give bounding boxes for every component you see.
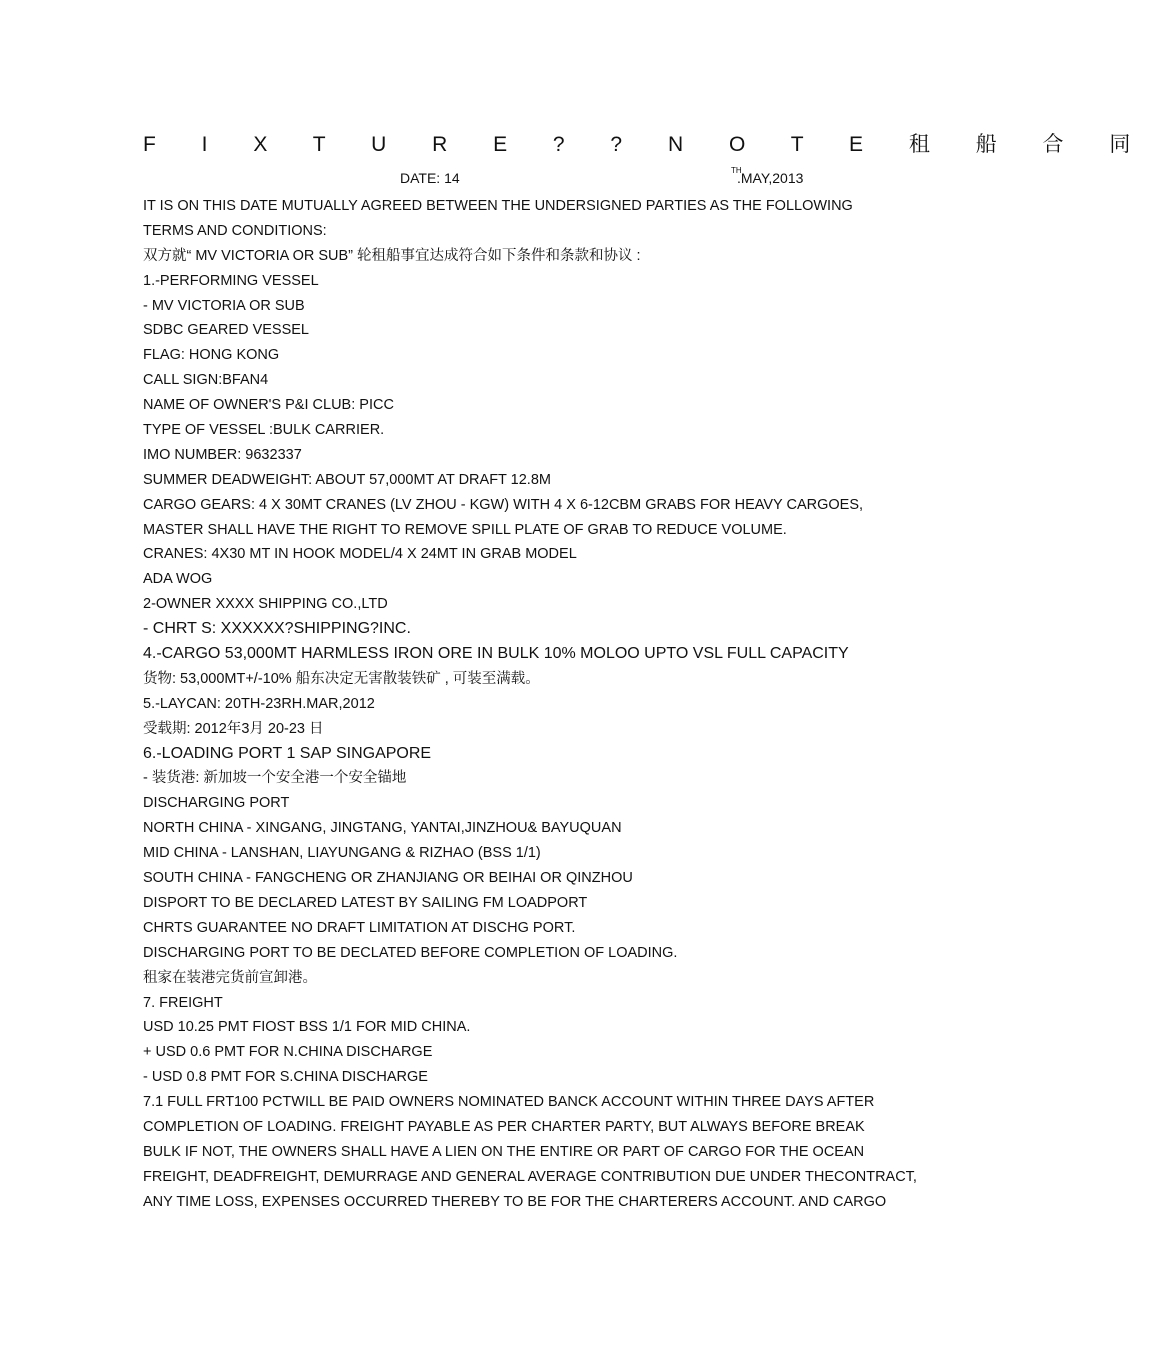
text-line: 2-OWNER XXXX SHIPPING CO.,LTD <box>143 596 388 613</box>
text-line: 7. FREIGHT <box>143 994 223 1011</box>
text-line: DISCHARGING PORT TO BE DECLATED BEFORE COMPLETION OF LOADING. <box>143 944 678 961</box>
text-line: CALL SIGN:BFAN4 <box>143 372 269 389</box>
text-line: BULK IF NOT, THE OWNERS SHALL HAVE A LIEN ON THE ENTIRE OR PART OF CARGO FOR THE OCEAN <box>143 1143 865 1160</box>
text-line: 1.-PERFORMING VESSEL <box>143 272 319 289</box>
text-line: MID CHINA - LANSHAN, LIAYUNGANG & RIZHAO (BSS 1/1) <box>143 845 541 862</box>
text-line: MASTER SHALL HAVE THE RIGHT TO REMOVE SPILL PLATE OF GRAB TO REDUCE VOLUME. <box>143 521 787 538</box>
text-line: DISCHARGING PORT <box>143 795 290 812</box>
text-line: 7.1 FULL FRT100 PCTWILL BE PAID OWNERS NOMINATED BANCK ACCOUNT WITHIN THREE DAYS AFTER <box>143 1094 875 1111</box>
text-line: 5.-LAYCAN: 20TH-23RH.MAR,2012 <box>143 695 375 712</box>
text-line: ADA WOG <box>143 571 213 588</box>
text-line: + USD 0.6 PMT FOR N.CHINA DISCHARGE <box>143 1044 433 1061</box>
text-line: TERMS AND CONDITIONS: <box>143 222 327 239</box>
text-line: 租家在装港完货前宣卸港。 <box>143 969 317 986</box>
text-line: - USD 0.8 PMT FOR S.CHINA DISCHARGE <box>143 1069 428 1086</box>
text-line: NORTH CHINA - XINGANG, JINGTANG, YANTAI,JINZHOU& BAYUQUAN <box>143 820 622 837</box>
text-line: CRANES: 4X30 MT IN HOOK MODEL/4 X 24MT IN GRAB MODEL <box>143 546 577 563</box>
text-line: SDBC GEARED VESSEL <box>143 322 309 339</box>
text-line: SUMMER DEADWEIGHT: ABOUT 57,000MT AT DRAFT 12.8M <box>143 471 551 488</box>
date-month-year: .MAY,2013 <box>737 170 804 186</box>
text-line: FREIGHT, DEADFREIGHT, DEMURRAGE AND GENERAL AVERAGE CONTRIBUTION DUE UNDER THECONTRACT, <box>143 1168 917 1185</box>
text-line: USD 10.25 PMT FIOST BSS 1/1 FOR MID CHINA. <box>143 1019 471 1036</box>
text-line: 6.-LOADING PORT 1 SAP SINGAPORE <box>143 744 432 762</box>
text-line: 受载期: 2012年3月 20-23 日 <box>143 720 324 737</box>
text-line: - MV VICTORIA OR SUB <box>143 297 305 314</box>
text-line: - CHRT S: XXXXXX?SHIPPING?INC. <box>143 620 411 638</box>
date-label: DATE: 14 <box>400 170 460 186</box>
text-line: TYPE OF VESSEL :BULK CARRIER. <box>143 422 385 439</box>
text-line: NAME OF OWNER'S P&I CLUB: PICC <box>143 397 394 414</box>
text-line: 4.-CARGO 53,000MT HARMLESS IRON ORE IN BULK 10% MOLOO UPTO VSL FULL CAPACITY <box>143 645 849 663</box>
text-line: SOUTH CHINA - FANGCHENG OR ZHANJIANG OR BEIHAI OR QINZHOU <box>143 870 633 887</box>
document-title: F I X T U R E ? ? N O T E 租 船 合 同 <box>143 133 1150 156</box>
text-line: DISPORT TO BE DECLARED LATEST BY SAILING FM LOADPORT <box>143 894 588 911</box>
text-line: ANY TIME LOSS, EXPENSES OCCURRED THEREBY TO BE FOR THE CHARTERERS ACCOUNT. AND CARGO <box>143 1193 887 1210</box>
date-superscript: TH <box>731 166 742 175</box>
text-line: 双方就“ MV VICTORIA OR SUB” 轮租船事宜达成符合如下条件和条款和协议 : <box>143 247 641 264</box>
text-line: CARGO GEARS: 4 X 30MT CRANES (LV ZHOU - KGW) WITH 4 X 6-12CBM GRABS FOR HEAVY CARGOES, <box>143 496 864 513</box>
document-body <box>143 194 943 1215</box>
text-line: - 装货港: 新加坡一个安全港一个安全锚地 <box>143 770 407 787</box>
text-line: IMO NUMBER: 9632337 <box>143 446 302 463</box>
text-line: CHRTS GUARANTEE NO DRAFT LIMITATION AT DISCHG PORT. <box>143 919 576 936</box>
text-line: IT IS ON THIS DATE MUTUALLY AGREED BETWEEN THE UNDERSIGNED PARTIES AS THE FOLLOWING <box>143 198 853 214</box>
text-line: FLAG: HONG KONG <box>143 347 280 364</box>
text-line: 货物: 53,000MT+/-10% 船东决定无害散装铁矿 , 可装至满载。 <box>143 670 540 687</box>
text-line: COMPLETION OF LOADING. FREIGHT PAYABLE AS PER CHARTER PARTY, BUT ALWAYS BEFORE BREAK <box>143 1118 865 1135</box>
